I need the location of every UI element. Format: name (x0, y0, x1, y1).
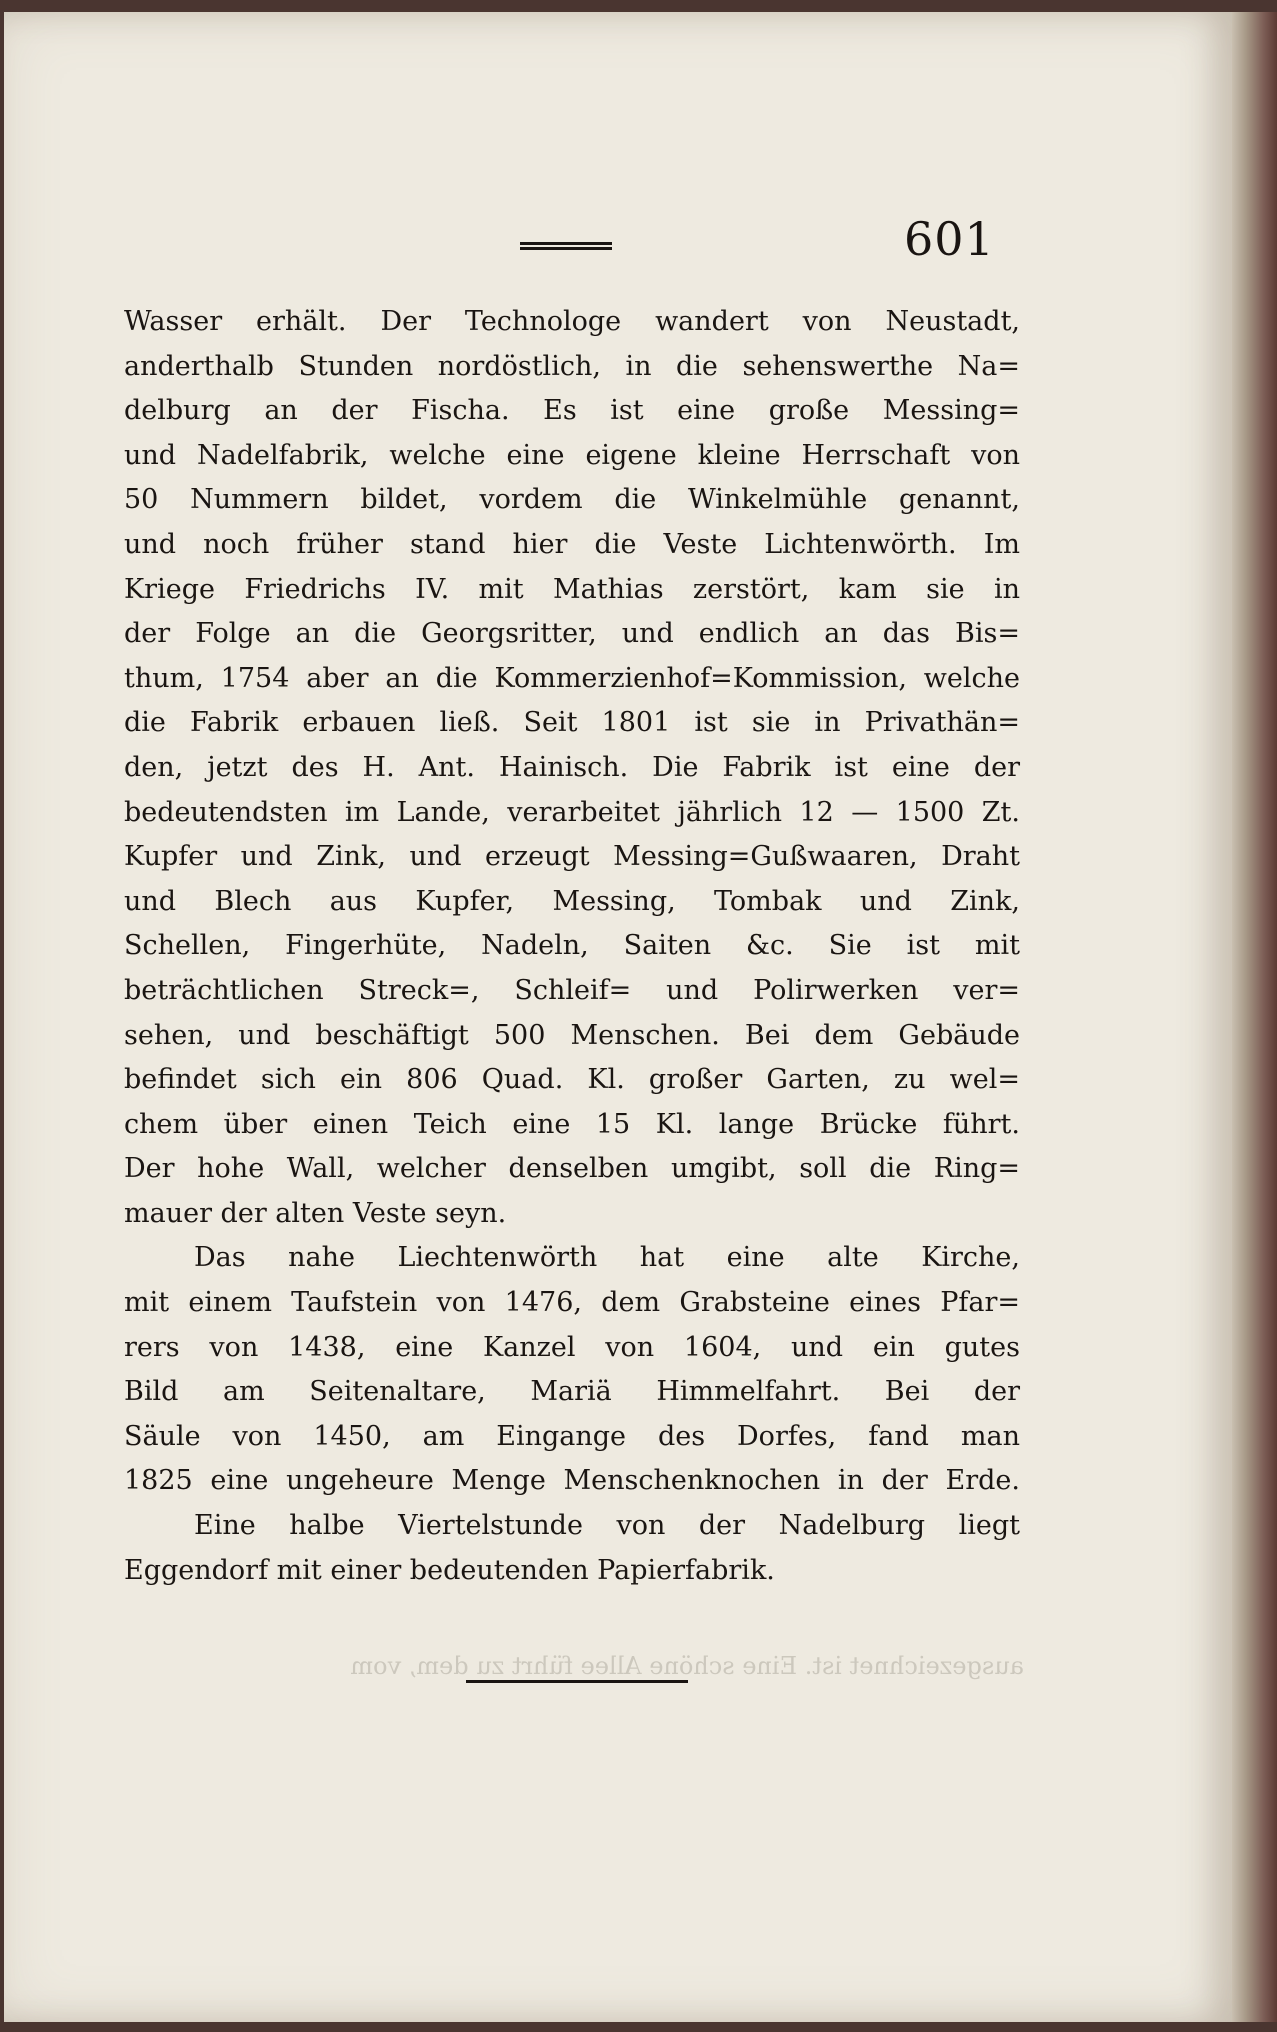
end-rule (466, 1680, 688, 1683)
text-line: chem über einen Teich eine 15 Kl. lange Brücke führt. (124, 1108, 1020, 1140)
text-line: der Folge an die Georgsritter, und endlich an das Bis= (124, 618, 1020, 650)
text-line: Wasser erhält. Der Technologe wandert von Neustadt, (124, 306, 1020, 337)
page-number: 601 (904, 212, 995, 266)
text-line: Kupfer und Zink, und erzeugt Messing=Gußwaaren, Draht (124, 841, 1020, 873)
text-line: Das nahe Liechtenwörth hat eine alte Kirche, (194, 1242, 1020, 1274)
text-line: und Nadelfabrik, welche eine eigene kleine Herrschaft von (124, 439, 1020, 471)
page-header (4, 212, 1232, 272)
text-line: mit einem Taufstein von 1476, dem Grabsteine eines Pfar= (124, 1287, 1020, 1319)
text-line: und Blech aus Kupfer, Messing, Tombak und Zink, (124, 885, 1020, 917)
text-line: rers von 1438, eine Kanzel von 1604, und ein gutes (124, 1331, 1020, 1363)
text-line: Säule von 1450, am Eingange des Dorfes, fand man (124, 1420, 1020, 1452)
text-line: Eggendorf mit einer bedeutenden Papierfabrik. (124, 1554, 775, 1586)
text-line: anderthalb Stunden nordöstlich, in die sehenswerthe Na= (124, 350, 1020, 382)
text-line: thum, 1754 aber an die Kommerzienhof=Kommission, welche (124, 662, 1020, 694)
text-line: Der hohe Wall, welcher denselben umgibt, soll die Ring= (124, 1153, 1020, 1185)
text-line: den, jetzt des H. Ant. Hainisch. Die Fabrik ist eine der (124, 751, 1020, 783)
text-line: beträchtlichen Streck=, Schleif= und Polirwerken ver= (124, 974, 1020, 1006)
text-line: Kriege Friedrichs IV. mit Mathias zerstört, kam sie in (124, 573, 1020, 605)
body-text (124, 300, 1020, 1593)
text-line: und noch früher stand hier die Veste Lichtenwörth. Im (124, 528, 1020, 560)
header-rule (520, 242, 612, 250)
book-page (4, 12, 1232, 2022)
text-line: Eine halbe Viertelstunde von der Nadelburg liegt (194, 1510, 1020, 1542)
bleed-through-text: ausgezeichnet ist. Eine schöne Allee führt zu dem, vom (350, 1652, 1024, 1680)
text-line: die Fabrik erbauen ließ. Seit 1801 ist sie in Privathän= (124, 707, 1020, 739)
text-line: befindet sich ein 806 Quad. Kl. großer Garten, zu wel= (124, 1064, 1020, 1096)
text-line: 50 Nummern bildet, vordem die Winkelmühle genannt, (124, 484, 1020, 516)
text-line: sehen, und beschäftigt 500 Menschen. Bei dem Gebäude (124, 1019, 1020, 1051)
text-line: 1825 eine ungeheure Menge Menschenknochen in der Erde. (124, 1465, 1020, 1497)
text-line: bedeutendsten im Lande, verarbeitet jährlich 12 — 1500 Zt. (124, 796, 1020, 828)
text-line: delburg an der Fischa. Es ist eine große Messing= (124, 395, 1020, 427)
text-line: mauer der alten Veste seyn. (124, 1197, 507, 1229)
text-line: Schellen, Fingerhüte, Nadeln, Saiten &c. Sie ist mit (124, 930, 1020, 962)
page-edge (1232, 12, 1277, 2022)
text-line: Bild am Seitenaltare, Mariä Himmelfahrt. Bei der (124, 1376, 1020, 1408)
